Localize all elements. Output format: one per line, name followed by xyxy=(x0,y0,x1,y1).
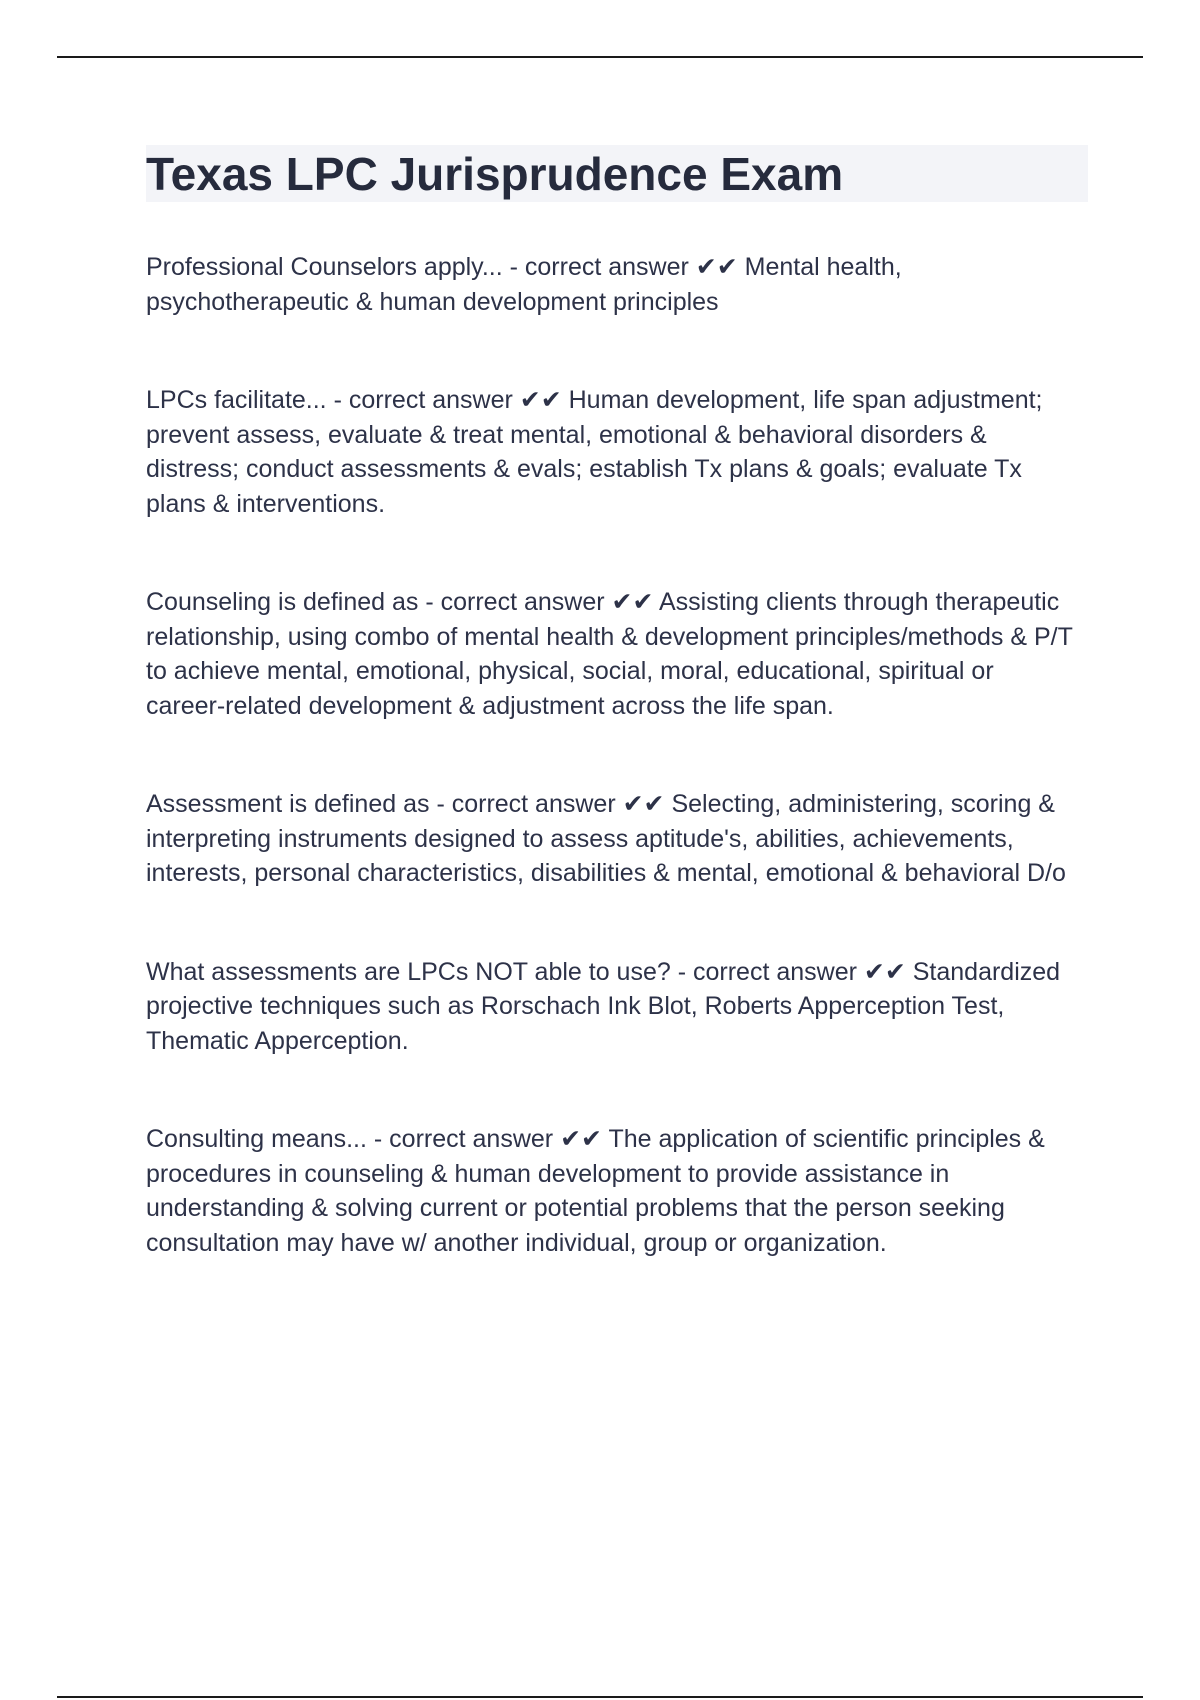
qa-item xyxy=(146,955,1076,1059)
answer-separator: - correct answer ✔✔ xyxy=(509,253,738,281)
answer-separator: - correct answer ✔✔ xyxy=(373,1125,602,1153)
qa-item xyxy=(146,250,1076,319)
question-text: Consulting means... xyxy=(146,1125,367,1153)
qa-item xyxy=(146,383,1076,521)
qa-list xyxy=(146,250,1076,1324)
question-text: Counseling is defined as xyxy=(146,588,419,616)
question-text: LPCs facilitate... xyxy=(146,386,327,414)
qa-item xyxy=(146,585,1076,723)
answer-text: The application of scientific principles & procedures in counseling & human development to provide assistance in understanding & solving current or potential problems that the person seeking consultation may have w/ another individual, group or organization. xyxy=(146,1125,1045,1257)
answer-text: Assisting clients through therapeutic relationship, using combo of mental health & development principles/methods & P/T to achieve mental, emotional, physical, social, moral, educational, spiritual or career-related development & adjustment across the life span. xyxy=(146,588,1073,720)
top-rule xyxy=(57,56,1143,58)
bottom-rule xyxy=(57,1696,1143,1698)
answer-separator: - correct answer ✔✔ xyxy=(436,790,665,818)
answer-separator: - correct answer ✔✔ xyxy=(677,957,906,986)
qa-item xyxy=(146,787,1076,891)
answer-text: Human development, life span adjustment; prevent assess, evaluate & treat mental, emotional & behavioral disorders & distress; conduct assessments & evals; establish Tx plans & goals; evaluate Tx plans & interventions. xyxy=(146,386,1043,518)
answer-text: Standardized projective techniques such as Rorschach Ink Blot, Roberts Apperception Test, Thematic Apperception. xyxy=(146,957,1061,1055)
answer-text: Selecting, administering, scoring & interpreting instruments designed to assess aptitude's, abilities, achievements, interests, personal characteristics, disabilities & mental, emotional & behavioral D/o xyxy=(146,790,1066,887)
answer-separator: - correct answer ✔✔ xyxy=(333,386,562,414)
question-text: What assessments are LPCs NOT able to use? xyxy=(146,957,671,986)
question-text: Assessment is defined as xyxy=(146,790,430,818)
qa-item xyxy=(146,1122,1076,1260)
answer-separator: - correct answer ✔✔ xyxy=(425,588,654,616)
page-title: Texas LPC Jurisprudence Exam xyxy=(146,148,844,200)
question-text: Professional Counselors apply... xyxy=(146,253,503,281)
answer-text: Mental health, psychotherapeutic & human development principles xyxy=(146,253,902,316)
